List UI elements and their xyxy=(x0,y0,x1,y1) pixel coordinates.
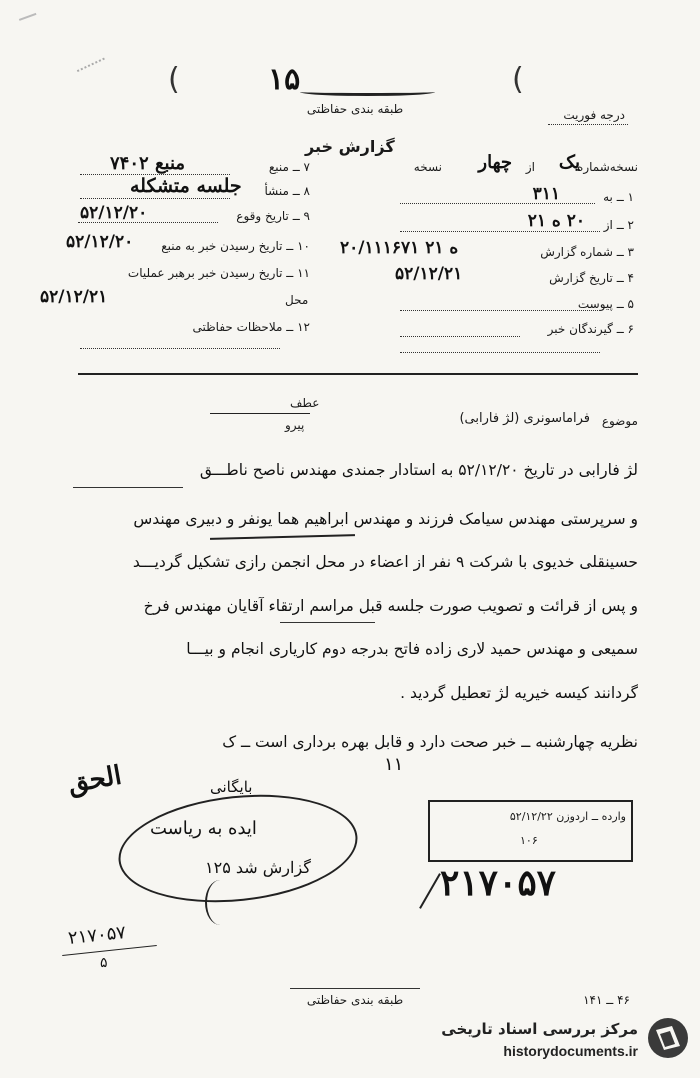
subject-label: موضوع xyxy=(601,414,638,428)
field-to-dots xyxy=(400,203,595,204)
archive-number: ۲۱۷۰۵۷ xyxy=(440,862,557,904)
classification-top: طبقه بندی حفاظتی xyxy=(306,102,404,116)
archive-slash xyxy=(419,873,441,909)
urgency-dots xyxy=(548,124,628,125)
body-line: حسینقلی خدیوی با شرکت ۹ نفر از اعضاء در محل انجمن رازی تشکیل گردیـــد xyxy=(132,553,638,571)
top-scribble xyxy=(300,88,435,96)
field-place-value: ۵۲/۱۲/۲۱ xyxy=(40,287,108,307)
body-line: لژ فارابی در تاریخ ۵۲/۱۲/۲۰ به استادار جمندی مهندس ناصح ناطـــق xyxy=(199,461,638,479)
paren-mark: ( xyxy=(512,62,524,97)
urgency-label: درجه فوریت xyxy=(563,108,625,122)
field-report-date-value: ۵۲/۱۲/۲۱ xyxy=(395,264,463,284)
field-report-no-label: ۳ ــ شماره گزارش xyxy=(540,245,634,259)
scan-mark xyxy=(75,54,105,72)
reference-line xyxy=(210,413,310,414)
field-recipients-label: ۶ ــ گیرندگان خبر xyxy=(547,322,634,336)
field-copy-value: یک xyxy=(558,152,580,173)
field-security-dots xyxy=(80,348,280,349)
body-line: نظریه چهارشنبه ــ خبر صحت دارد و قابل بهره برداری است ــ ک xyxy=(222,733,638,751)
field-of-label: از xyxy=(525,160,535,174)
field-date-occur-value: ۵۲/۱۲/۲۰ xyxy=(80,203,148,223)
field-date-source-label: ۱۰ ــ تاریخ رسیدن خبر به منبع xyxy=(161,239,310,253)
field-from-value: ۲۰ ه ۲۱ xyxy=(527,211,585,231)
scan-mark xyxy=(18,9,37,21)
field-copy-label: نسخه‌شماره xyxy=(577,160,638,174)
field-date-occur-label: ۹ ــ تاریخ وقوع xyxy=(236,209,310,223)
field-origin-label: ۸ ــ منشأ xyxy=(264,184,310,198)
field-copies-label: نسخه xyxy=(413,160,442,174)
body-line: گردانند کیسه خیریه لژ تعطیل گردید . xyxy=(400,684,638,702)
stamp-line-2: ۱۰۶ xyxy=(520,834,538,847)
reference-peyro-label: پیرو xyxy=(285,418,305,432)
underline-mark xyxy=(280,622,375,623)
field-source-label: ۷ ــ منبع xyxy=(268,160,310,174)
body-line: و پس از قرائت و تصویب صورت جلسه قبل مراسم ارتقاء آقایان مهندس فرخ xyxy=(143,597,638,615)
field-attachment-dots xyxy=(400,310,600,311)
field-from-dots xyxy=(400,231,600,232)
field-of-value: چهار xyxy=(478,152,512,173)
field-report-date-label: ۴ ــ تاریخ گزارش xyxy=(549,271,634,285)
section-divider xyxy=(78,373,638,375)
field-source-value: منبع ۷۴۰۲ xyxy=(110,153,186,174)
body-line: سمیعی و مهندس حمید لاری زاده فاتح بدرجه دوم کاریاری انجام و بیـــا xyxy=(186,640,638,658)
classification-bottom: طبقه بندی حفاظتی xyxy=(306,993,404,1007)
field-to-value: ۳۱۱ xyxy=(532,184,560,204)
margin-handwriting: ۱۱ xyxy=(384,754,404,775)
field-to-label: ۱ ــ به xyxy=(603,190,634,204)
left-signature: الحق xyxy=(65,760,124,800)
stamp-line-1: وارده ــ اردوزن ۵۲/۱۲/۲۲ xyxy=(509,810,626,823)
underline-mark xyxy=(73,487,183,488)
field-date-ops-label: ۱۱ ــ تاریخ رسیدن خبر برهبر عملیات xyxy=(127,266,310,280)
field-origin-value: جلسه متشکله xyxy=(130,175,242,197)
left-archive-number: ۲۱۷۰۵۷ xyxy=(67,922,127,949)
logo-url: historydocuments.ir xyxy=(503,1043,638,1059)
top-handwriting: ۱۵ xyxy=(268,62,301,97)
annotation-oval xyxy=(113,784,363,914)
reference-atf-label: عطف xyxy=(290,396,320,410)
field-recipients-dots xyxy=(400,336,520,337)
field-origin-dots xyxy=(80,198,230,199)
field-from-label: ۲ ــ از xyxy=(603,218,634,232)
left-number-sub: ۵ xyxy=(100,955,108,971)
report-title: گزارش خبر xyxy=(305,137,395,156)
form-code: ۴۶ ــ ۱۴۱ xyxy=(583,993,630,1007)
paren-mark: ( xyxy=(168,62,180,97)
field-place-label: محل xyxy=(285,293,309,307)
oval-note-2: ایده به ریاست xyxy=(150,818,257,839)
classification-bottom-line xyxy=(290,988,420,989)
archive-logo-icon xyxy=(646,1016,690,1060)
body-line: و سرپرستی مهندس سیامک فرزند و مهندس ابراهیم هما یونفر و دبیری مهندس xyxy=(133,510,638,528)
field-date-occur-dots xyxy=(78,222,218,223)
oval-note-3: گزارش شد ۱۲۵ xyxy=(205,858,311,877)
logo-name: مرکز بررسی اسناد تاریخی xyxy=(441,1020,638,1038)
field-attachment-label: ۵ ــ پیوست xyxy=(577,297,634,311)
underline-mark xyxy=(210,534,355,540)
field-date-source-value: ۵۲/۱۲/۲۰ xyxy=(66,232,134,252)
field-report-no-value: ۲۰/۱۱۱۶۷۱ ه ۲۱ xyxy=(340,238,459,258)
field-security-label: ۱۲ ــ ملاحظات حفاظتی xyxy=(192,320,310,334)
oval-flourish xyxy=(205,880,235,925)
subject-text: فراماسونری (لژ فارابی) xyxy=(459,411,590,426)
oval-note-1: بایگانی xyxy=(210,778,253,796)
field-recipients-dots-2 xyxy=(400,352,600,353)
